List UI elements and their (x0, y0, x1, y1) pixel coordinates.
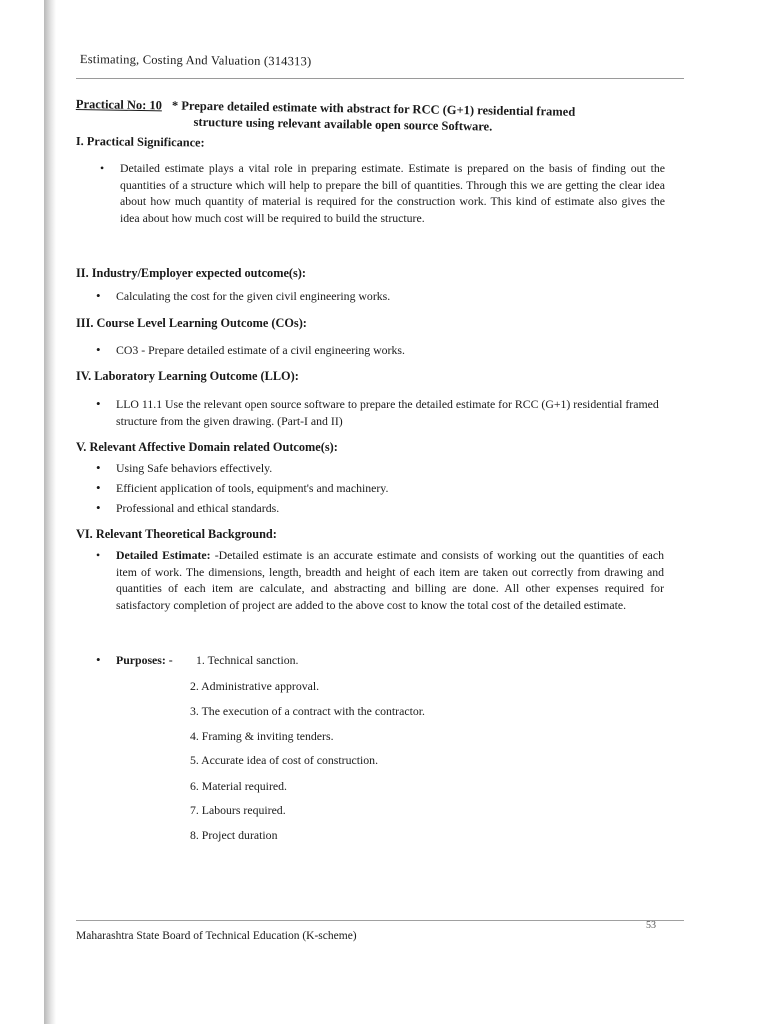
affective-text-1: Using Safe behaviors effectively. (116, 461, 273, 475)
lab-outcome-item (96, 396, 676, 429)
page-number: 53 (646, 920, 656, 931)
industry-outcome-item (96, 288, 656, 305)
section-heading-course-outcome: III. Course Level Learning Outcome (COs): (76, 316, 307, 330)
detailed-estimate-text: -Detailed estimate is an accurate estimate and consists of working out the quantities of each item of work. The dimensions, length, breadth and height of each item are taken out correctly from drawing and quantities of each item are calculate, and abstracting and billing are done. All other expenses required for satisfactory completion of project are added to the above cost to know the total cost of the detailed estimate. (116, 548, 664, 612)
section-heading-affective-outcome: V. Relevant Affective Domain related Outcome(s): (76, 440, 338, 454)
section-heading-significance: I. Practical Significance: (75, 134, 205, 150)
significance-paragraph (100, 160, 665, 226)
purpose-item: 4. Framing & inviting tenders. (190, 729, 334, 743)
bullet-dot: • (100, 161, 105, 175)
section-heading-industry-outcome: II. Industry/Employer expected outcome(s): (76, 266, 306, 280)
purpose-item: 5. Accurate idea of cost of construction. (190, 753, 379, 767)
purpose-item: 1. Technical sanction. (196, 653, 299, 667)
binding-shadow (44, 0, 56, 1024)
purpose-item: 2. Administrative approval. (190, 679, 320, 693)
bullet-dot: • (96, 652, 101, 667)
bullet-dot: • (96, 500, 101, 515)
section-heading-theory: VI. Relevant Theoretical Background: (76, 527, 277, 541)
affective-item-1 (96, 460, 656, 477)
running-header: Estimating, Costing And Valuation (314313) (79, 52, 312, 69)
course-outcome-item (96, 342, 656, 359)
section-heading-lab-outcome: IV. Laboratory Learning Outcome (LLO): (76, 369, 299, 383)
purpose-item: 3. The execution of a contract with the contractor. (190, 704, 425, 718)
affective-text-2: Efficient application of tools, equipment's and machinery. (116, 481, 389, 495)
scan-margin (0, 0, 40, 1024)
bullet-dot: • (96, 460, 101, 475)
title-line-1: * Prepare detailed estimate with abstract for RCC (G+1) residential framed (171, 98, 576, 119)
purpose-item: 7. Labours required. (190, 803, 286, 817)
lab-outcome-text: LLO 11.1 Use the relevant open source software to prepare the detailed estimate for RCC (G+1) residential framed structure from the given drawing. (Part-I and II) (116, 397, 659, 428)
footer-divider (76, 920, 684, 921)
affective-item-3 (96, 500, 656, 517)
purpose-item: 6. Material required. (190, 779, 287, 793)
industry-outcome-text: Calculating the cost for the given civil engineering works. (116, 289, 391, 303)
purpose-item: 8. Project duration (190, 828, 278, 842)
purposes-label: Purposes: - (116, 653, 173, 667)
detailed-estimate-paragraph (96, 547, 664, 613)
bullet-dot: • (96, 396, 101, 411)
affective-item-2 (96, 480, 656, 497)
header-divider (76, 78, 684, 79)
bullet-dot: • (96, 548, 101, 562)
practical-title (75, 96, 675, 137)
course-outcome-text: CO3 - Prepare detailed estimate of a civil engineering works. (116, 343, 405, 357)
affective-text-3: Professional and ethical standards. (116, 501, 280, 515)
bullet-dot: • (96, 342, 101, 357)
significance-text: Detailed estimate plays a vital role in preparing estimate. Estimate is prepared on the basis of finding out the quantities of a structure which will help to prepare the bill of quantities. Through this we are getting the clear idea about how much quantity of material is required for the construction work. This kind of estimate also gives the idea about how much cost will be required to build the structure. (120, 161, 665, 225)
practical-number: Practical No: 10 (75, 96, 163, 113)
bullet-dot: • (96, 480, 101, 495)
document-page (58, 0, 758, 1024)
title-line-2: structure using relevant available open source Software. (193, 114, 493, 134)
running-footer: Maharashtra State Board of Technical Education (K-scheme) (76, 930, 357, 942)
bullet-dot: • (96, 288, 101, 303)
detailed-estimate-label: Detailed Estimate: (116, 548, 211, 562)
